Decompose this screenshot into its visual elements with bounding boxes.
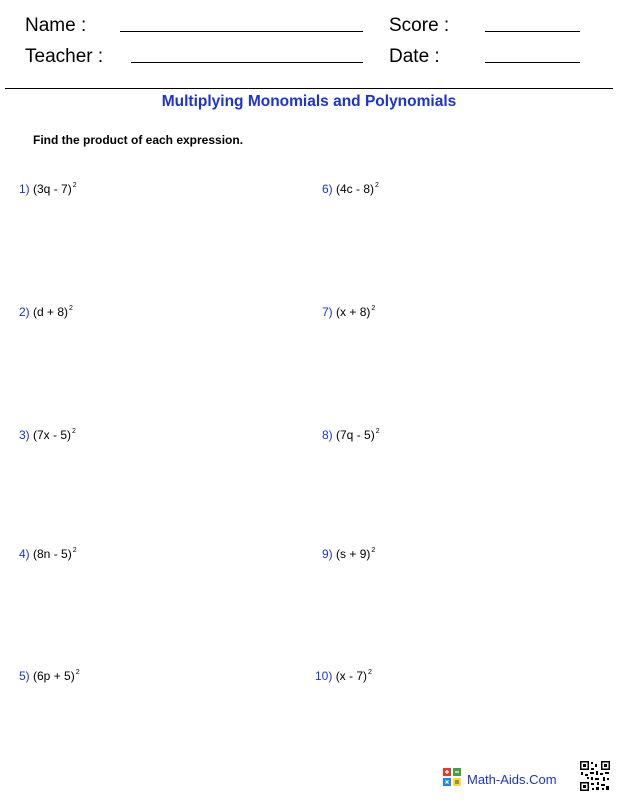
problem-5 (19, 669, 80, 683)
problem-9 (322, 547, 375, 561)
problem-number: 5) (19, 669, 30, 683)
problem-exponent: 2 (72, 182, 77, 189)
problem-number: 4) (19, 547, 30, 561)
problem-4 (19, 547, 77, 561)
problem-number: 3) (19, 428, 30, 442)
problem-number: 2) (19, 305, 30, 319)
problem-exponent: 2 (371, 305, 376, 312)
problem-exponent: 2 (75, 669, 80, 676)
problem-expression: (6p + 5) (33, 669, 75, 683)
problem-exponent: 2 (69, 305, 73, 312)
problem-expression: (7x - 5) (33, 428, 72, 442)
problem-exponent: 2 (368, 669, 372, 676)
problem-exponent: 2 (375, 182, 379, 189)
problem-exponent: 2 (375, 428, 380, 435)
problem-expression: (d + 8) (33, 305, 69, 319)
problem-number: 9) (322, 547, 333, 561)
worksheet-title: Multiplying Monomials and Polynomials (161, 93, 457, 110)
problem-exponent: 2 (72, 428, 76, 435)
problem-8 (322, 428, 380, 442)
score-label: Score : (389, 15, 450, 36)
problem-number: 10) (315, 669, 333, 683)
math-aids-brand[interactable] (443, 768, 557, 791)
problem-7 (322, 305, 375, 319)
problem-10 (315, 669, 372, 683)
name-label: Name : (25, 15, 87, 36)
problem-number: 8) (322, 428, 333, 442)
problem-expression: (x + 8) (336, 305, 371, 319)
problem-expression: (x - 7) (335, 669, 368, 683)
problem-number: 7) (322, 305, 333, 319)
problem-exponent: 2 (371, 547, 376, 554)
instructions: Find the product of each expression. (33, 133, 244, 147)
problem-expression: (3q - 7) (33, 182, 72, 196)
brand-text: Math-Aids.Com (467, 772, 557, 787)
problem-expression: (7q - 5) (336, 428, 375, 442)
teacher-label: Teacher : (25, 46, 104, 67)
problem-3 (19, 428, 76, 442)
problem-1 (19, 182, 77, 196)
problem-6 (322, 182, 379, 196)
problem-number: 1) (19, 182, 30, 196)
score-line[interactable] (485, 31, 580, 32)
teacher-line[interactable] (131, 62, 363, 63)
name-line[interactable] (120, 31, 363, 32)
date-line[interactable] (485, 62, 580, 63)
header-divider (5, 88, 613, 89)
problem-expression: (s + 9) (336, 547, 371, 561)
math-symbols-icon (443, 768, 461, 791)
problem-number: 6) (322, 182, 333, 196)
problem-2 (19, 305, 73, 319)
problem-exponent: 2 (72, 547, 77, 554)
qr-code-icon (579, 760, 611, 797)
date-label: Date : (389, 46, 440, 67)
problem-expression: (8n - 5) (33, 547, 72, 561)
problem-expression: (4c - 8) (336, 182, 375, 196)
